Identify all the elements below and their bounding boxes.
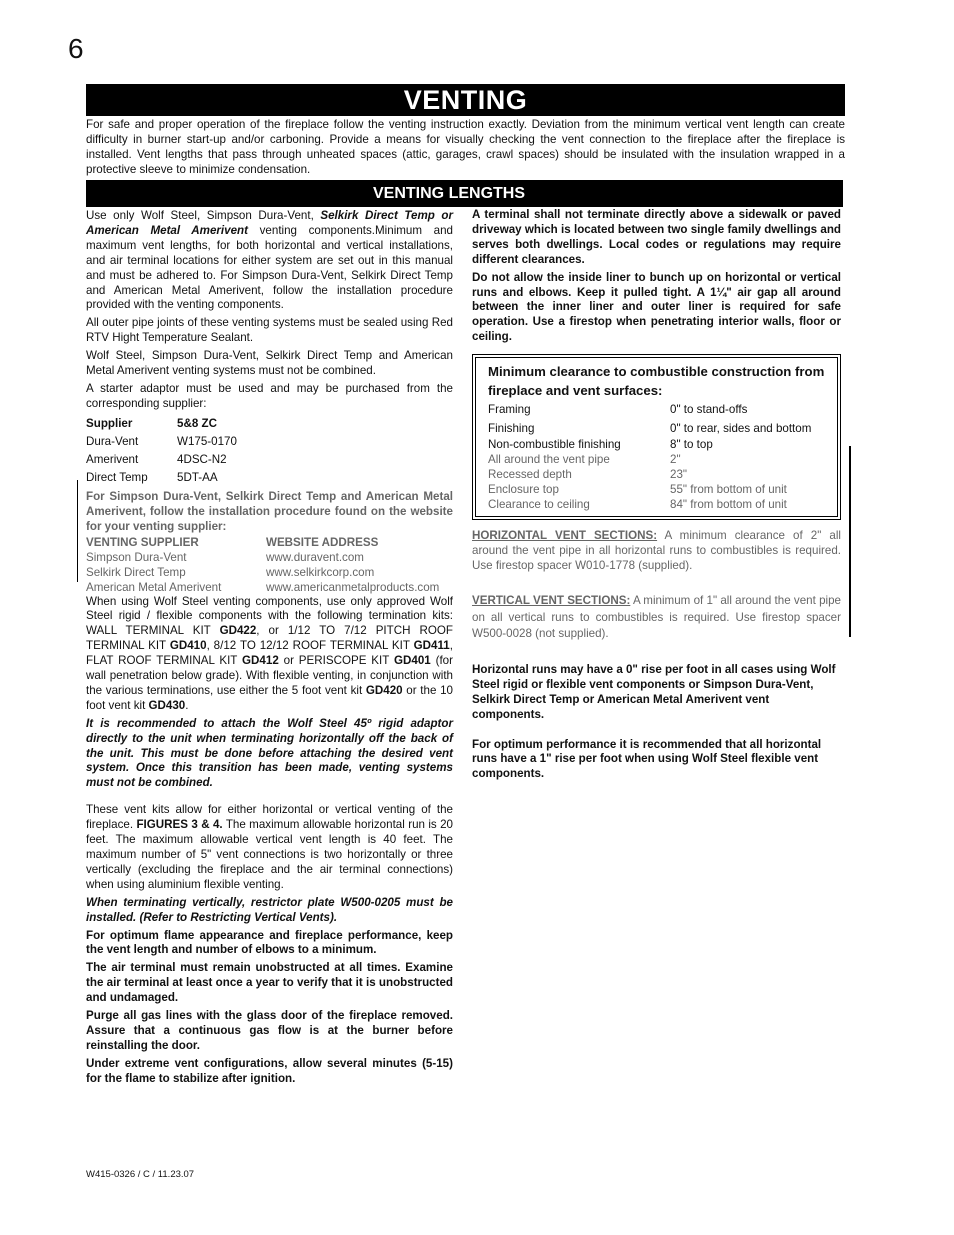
website-address[interactable]: www.selkirkcorp.com [266,565,375,579]
clearance-item: Non-combustible finishing [488,438,621,452]
website-table [86,535,453,595]
supplier-header: Supplier [86,416,133,430]
clearance-item: Finishing [488,422,535,436]
clearance-value: 2" [670,453,681,467]
clearance-item: Framing [488,403,531,417]
right-column [472,208,841,785]
paragraph-optimum-rise: For optimum performance it is recommended that all horizontal runs have a 1" rise per foot when using Wolf Steel flexible vent components. [472,737,822,781]
clearance-value: 0" to stand-offs [670,403,748,417]
section-title: VENTING LENGTHS [86,180,843,207]
website-supplier: Simpson Dura-Vent [86,550,187,564]
change-bar-left [77,480,78,582]
clearance-value: 23" [670,467,688,481]
clearance-box [472,354,841,520]
website-supplier: Selkirk Direct Temp [86,565,186,579]
clearance-item: Recessed depth [488,467,572,481]
page-title: VENTING [86,84,845,116]
clearance-value: 55" from bottom of unit [670,482,787,496]
website-supplier: American Metal Amerivent [86,580,222,594]
paragraph-rigid-adaptor: It is recommended to attach the Wolf Steel 45º rigid adaptor directly to the unit when terminating horizontally off the back of the unit. This must be done before attaching the desired vent system. Once this transition has been made, venting systems must not be combined. [86,716,453,790]
paragraph-horizontal-sections: HORIZONTAL VENT SECTIONS: A minimum clearance of 2" all around the vent pipe in all horizontal runs to combustibles is required. Use firestop spacer W010-1778 (supplied). [472,528,841,572]
paragraph-air-terminal: The air terminal must remain unobstructed at all times. Examine the air terminal at least once a year to verify that it is unobstructed and undamaged. [86,961,453,1005]
paragraph-termination-kits: When using Wolf Steel venting components, use only approved Wolf Steel rigid / flexible components with the following termination kits: WALL TERMINAL KIT GD422, or 1/12 TO 7/12 PITCH ROOF TERMINAL KIT GD410, 8/12 TO 12/12 ROOF TERMINAL KIT GD411, FLAT ROOF TERMINAL KIT GD412 or PERISCOPE KIT GD401 (for wall penetration below grade). With flexible venting, in conjunction with the various terminations, use either the 5 foot vent kit GD420 or the 10 foot vent kit GD430. [86,594,453,712]
website-header: VENTING SUPPLIER [86,535,199,549]
paragraph-inner-liner: Do not allow the inside liner to bunch up on horizontal or vertical runs and elbows. Keep it pulled tight. A 1¼" air gap all around between the inner liner and outer liner is required for safe operation. Use a firestop when penetrating interior walls, floor or ceiling. [472,270,841,344]
document-code: W415-0326 / C / 11.23.07 [86,1169,195,1180]
supplier-header: 5&8 ZC [177,416,217,430]
paragraph-website-note: For Simpson Dura-Vent, Selkirk Direct Temp and American Metal Amerivent, follow the installation procedure found on the website for your venting supplier: [86,489,453,533]
supplier-part: 4DSC-N2 [177,452,227,466]
paragraph-starter-adaptor: A starter adaptor must be used and may be purchased from the corresponding supplier: [86,381,453,410]
supplier-part: 5DT-AA [177,470,218,484]
supplier-name: Direct Temp [86,470,148,484]
clearance-value: 0" to rear, sides and bottom [670,422,812,436]
supplier-table [86,415,453,487]
clearance-value: 8" to top [670,438,713,452]
paragraph-sealant: All outer pipe joints of these venting systems must be sealed using Red RTV Hight Temperature Sealant. [86,316,453,345]
website-address[interactable]: www.americanmetalproducts.com [266,580,440,594]
change-bar-right [849,446,851,637]
paragraph-sidewalk: A terminal shall not terminate directly above a sidewalk or paved driveway which is located between two single family dwellings and serves both dwellings. Local codes or regulations may require different clearances. [472,208,841,266]
website-address[interactable]: www.duravent.com [266,550,364,564]
intro-paragraph: For safe and proper operation of the fireplace follow the venting instruction exactly. Deviation from the minimum vertical vent length can create difficulty in burner start-up and/or carboning. Provide a means for visually checking the vent connection to the fireplace after the fireplace is installed. Vent lengths that pass through unheated spaces (attic, garages, crawl spaces) should be insulated with the insulation wrapped in a protective sleeve to minimize condensation. [86,118,845,176]
clearance-box-title: Minimum clearance to combustible construction from fireplace and vent surfaces: [488,364,825,399]
supplier-name: Amerivent [86,452,139,466]
paragraph-horizontal-rise: Horizontal runs may have a 0" rise per foot in all cases using Wolf Steel rigid or flexible vent components or Simpson Dura-Vent, Selkirk Direct Temp or American Metal Amerivent vent components. [472,662,836,721]
paragraph-purge-gas: Purge all gas lines with the glass door of the fireplace removed. Assure that a continuous gas flow is at the burner before reinstalling the door. [86,1009,453,1052]
left-column [86,209,453,1090]
clearance-item: Enclosure top [488,482,559,496]
page-number: 6 [68,33,84,64]
supplier-name: Dura-Vent [86,434,139,448]
clearance-table [488,400,825,513]
website-header: WEBSITE ADDRESS [266,535,379,549]
paragraph-vertical-sections: VERTICAL VENT SECTIONS: A minimum of 1" all around the vent pipe on all vertical runs to combustibles is required. Use firestop spacer W500-0028 (not supplied). [472,594,841,641]
paragraph-flame-appearance: For optimum flame appearance and fireplace performance, keep the vent length and number of elbows to a minimum. [86,928,453,957]
paragraph-restrictor-plate: When terminating vertically, restrictor plate W500-0205 must be installed. (Refer to Restricting Vertical Vents). [86,895,453,924]
paragraph-not-combined: Wolf Steel, Simpson Dura-Vent, Selkirk Direct Temp and American Metal Amerivent venting systems must not be combined. [86,349,453,378]
clearance-value: 84" from bottom of unit [670,497,787,511]
paragraph-extreme-vent: Under extreme vent configurations, allow several minutes (5-15) for the flame to stabilize after ignition. [86,1056,453,1085]
paragraph-components: Use only Wolf Steel, Simpson Dura-Vent, Selkirk Direct Temp or American Metal Amerivent venting components.Minimum and maximum vent lengths, for both horizontal and vertical installations, and air terminal locations for either system are set out in this manual and must be adhered to. For Simpson Dura-Vent, Selkirk Direct Temp and American Metal Amerivent, follow the installation procedure provided with the venting components. [86,209,453,312]
clearance-item: Clearance to ceiling [488,497,590,511]
supplier-part: W175-0170 [177,434,237,448]
paragraph-vent-kits: These vent kits allow for either horizontal or vertical venting of the fireplace. FIGURES 3 & 4. The maximum allowable horizontal run is 20 feet. The maximum allowable vertical vent length is 40 feet. The maximum number of 5" vent connections is two horizontally or three vertically (excluding the fireplace and the air terminal connections) when using aluminium flexible venting. [86,803,454,891]
clearance-item: All around the vent pipe [488,453,610,467]
